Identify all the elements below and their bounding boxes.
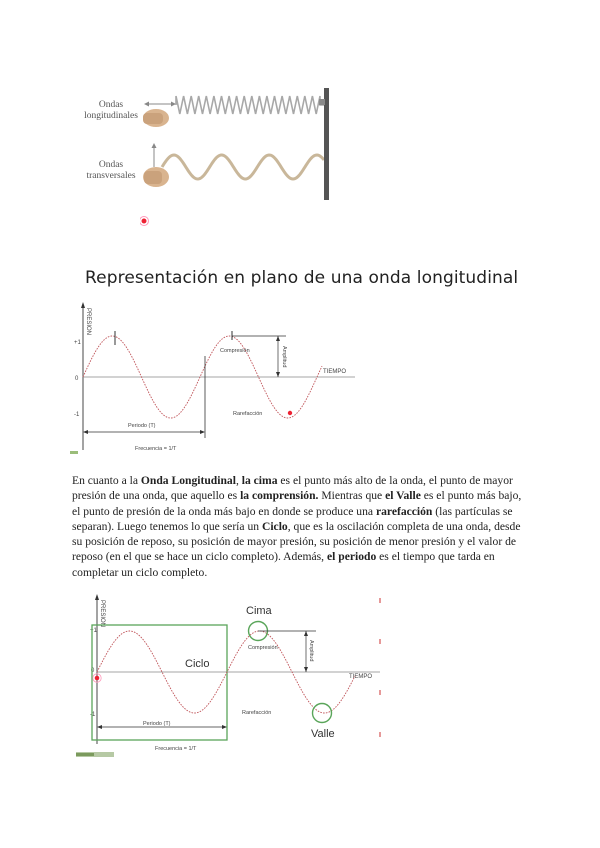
rarefaccion-label: Rarefacción [233, 411, 263, 417]
term-onda-longitudinal: Onda Longitudinal [140, 474, 236, 487]
periodo-label: Periodo (T) [143, 721, 171, 727]
frecuencia-label: Frecuencia = 1/T [135, 446, 177, 452]
ciclo-label: Ciclo [185, 658, 210, 670]
compresion-label: Compresión [220, 348, 250, 354]
term-comprension: la comprensión. [240, 489, 319, 503]
valle-circle [313, 704, 332, 723]
amplitud-label: Amplitud [308, 640, 314, 662]
graph-longitudinal-wave [60, 300, 370, 460]
graph-annotated-wave [70, 592, 390, 764]
term-valle: el Valle [385, 489, 421, 503]
tick-plus-label: +1 [90, 628, 97, 634]
term-cima: la cima [241, 474, 278, 487]
trough-marker [288, 411, 292, 415]
periodo-label: Periodo (T) [128, 423, 156, 429]
rarefaccion-label: Rarefacción [242, 710, 272, 716]
label-ondas-transversales: Ondas transversales [86, 160, 136, 181]
x-axis-label: TIEMPO [349, 674, 373, 680]
y-axis-label: PRESION [99, 600, 105, 628]
start-marker [95, 676, 100, 681]
explanation-paragraph: En cuanto a la Onda Longitudinal, la cima es el punto más alto de la onda, el punto de mayor presión de una onda, que aquello es la comprensión. Mientras que el Valle es el punto más bajo, el punto de presión de la onda más bajo en donde se produce una rarefacción (las partículas se separan). Luego tenemos lo que sería un Ciclo, que es la oscilación completa de una onda, desde su posición de reposo, su posición de mayor presión, su posición de menor presión y el valor de reposo (en el que se hace un ciclo completo). Además, el periodo es el tiempo que tarda en completar un ciclo completo. [72, 474, 522, 579]
frecuencia-label: Frecuencia = 1/T [155, 746, 197, 752]
section-heading: Representación en plano de una onda longitudinal [85, 268, 519, 288]
compresion-label: Compresión [248, 645, 278, 651]
tick-minus-label: -1 [90, 712, 96, 718]
red-dot [142, 219, 147, 224]
spring-coil [176, 96, 324, 114]
label-ondas-longitudinales: Ondas longitudinales [84, 100, 138, 121]
term-ciclo: Ciclo [261, 519, 288, 533]
amplitud-label: Amplitud [281, 346, 287, 368]
term-periodo: el periodo [326, 550, 377, 564]
tick-plus-label: +1 [74, 340, 81, 346]
term-rarefaccion: rarefacción [375, 504, 433, 518]
tick-zero-label: 0 [91, 668, 95, 674]
valle-label: Valle [311, 728, 335, 740]
tick-zero-label: 0 [75, 376, 79, 382]
waves-illustration [140, 85, 340, 235]
cima-label: Cima [246, 605, 272, 617]
transverse-wave [162, 155, 324, 179]
tick-minus-label: -1 [74, 412, 80, 418]
x-axis-label: TIEMPO [323, 369, 347, 375]
y-axis-label: PRESION [85, 308, 91, 336]
